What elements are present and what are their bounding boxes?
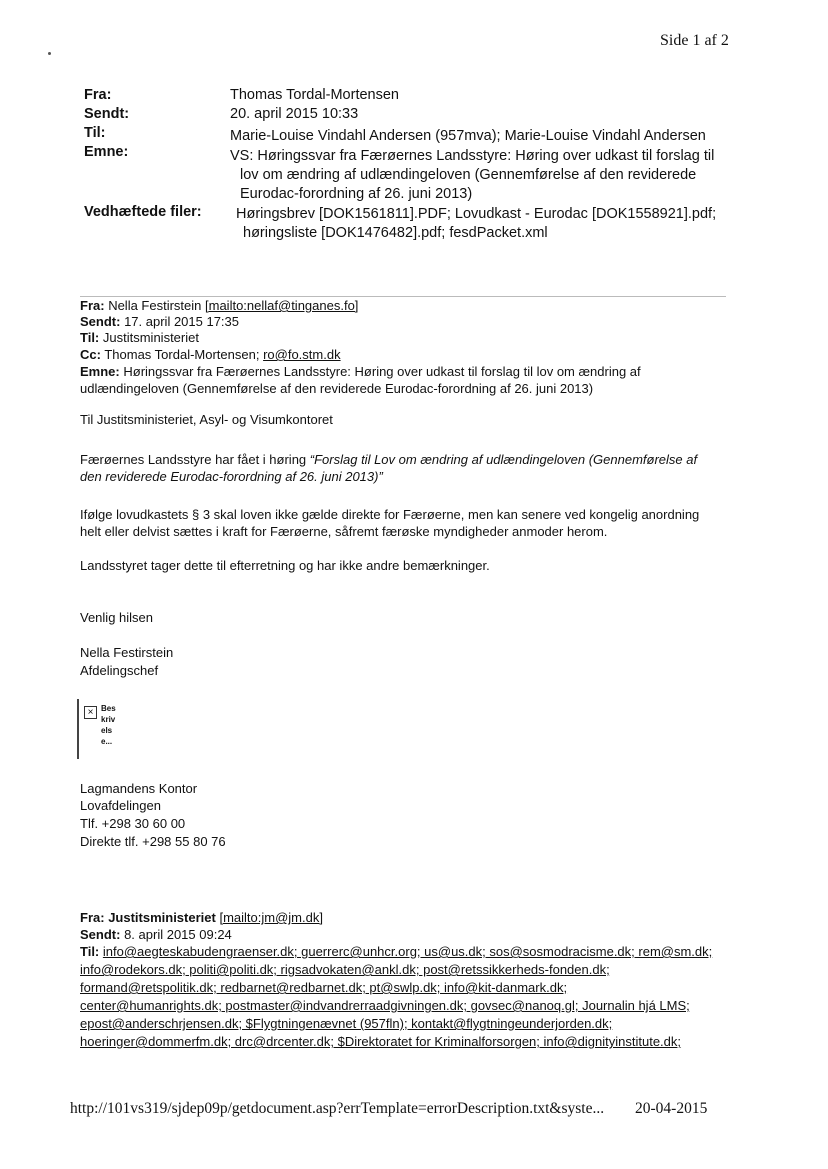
orig-to-label: Til: [80,944,100,959]
fwd-from-label: Fra: [80,298,105,313]
orig-from-name: Justitsministeriet [108,910,216,925]
orig-sent-value: 8. april 2015 09:24 [124,927,232,942]
subject-line-3: Eurodac-forordning af 26. juni 2013) [240,186,473,202]
fwd-cc-name: Thomas Tordal-Mortensen; [104,347,260,362]
recipients-line[interactable]: hoeringer@dommerfm.dk; drc@drcenter.dk; $Direktoratet for Kriminalforsorgen; info@dignityinstitute.dk; [80,1034,682,1049]
fwd-to-value: Justitsministeriet [102,330,199,345]
recipients-line[interactable]: info@aegteskabudengraenser.dk; guerrerc@unhcr.org; us@us.dk; sos@sosmodracisme.dk; rem@sm.dk; [102,944,713,959]
recipients-line[interactable]: formand@retspolitik.dk; redbarnet@redbarnet.dk; pt@swlp.dk; info@kit-danmark.dk; [80,980,568,995]
image-alt-line: kriv [101,715,116,724]
subject-label: Emne: [84,144,129,160]
fwd-subject-line-2: udlændingeloven (Gennemførelse af den reviderede Eurodac-forordning af 26. juni 2013) [80,381,594,396]
divider [80,296,726,297]
direct-phone: Direkte tlf. +298 55 80 76 [80,834,226,849]
subject-line-1: VS: Høringssvar fra Færøernes Landsstyre: Høring over udkast til forslag til [230,148,715,164]
fwd-cc-link[interactable]: ro@fo.stm.dk [263,347,341,362]
phone: Tlf. +298 30 60 00 [80,816,186,831]
signer-name: Nella Festirstein [80,645,174,660]
orig-sent-row [80,927,740,944]
image-alt-line: Bes [101,704,116,713]
fwd-cc-label: Cc: [80,347,101,362]
paragraph-1-start: Færøernes Landsstyre har fået i høring [80,452,307,467]
image-alt-line: e... [101,737,113,746]
attachments-label: Vedhæftede filer: [84,204,202,220]
fwd-sent-row [80,314,740,331]
office-line-2: Lovafdelingen [80,798,161,813]
footer-url: http://101vs319/sjdep09p/getdocument.asp?errTemplate=errorDescription.txt&syste... [70,1100,605,1117]
fwd-subject-row [80,364,740,381]
orig-from-link[interactable]: [mailto:jm@jm.dk] [219,910,323,925]
fwd-subject-line-1: Høringssvar fra Færøernes Landsstyre: Høring over udkast til forslag til lov om ændring af [123,364,641,379]
to-label: Til: [84,125,106,141]
fwd-cc-row [80,347,740,364]
fwd-to-row [80,330,740,347]
signer-title: Afdelingschef [80,663,159,678]
attachments-line-1[interactable]: Høringsbrev [DOK1561811].PDF; Lovudkast - Eurodac [DOK1558921].pdf; [236,206,717,222]
image-alt-text [101,703,116,747]
greeting: Venlig hilsen [80,610,153,625]
recipients-line[interactable]: center@humanrights.dk; postmaster@indvandrerraadgivningen.dk; govsec@nanoq.gl; Journalin hjá LMS; [80,998,690,1013]
orig-sent-label: Sendt: [80,927,121,942]
orig-from-label: Fra: [80,910,105,925]
attachments-line-2[interactable]: høringsliste [DOK1476482].pdf; fesdPacket.xml [243,225,548,241]
paragraph-3: Landsstyret tager dette til efterretning og har ikke andre bemærkninger. [80,558,490,573]
sent-label: Sendt: [84,106,130,122]
image-frame [77,699,79,759]
fwd-from-link[interactable]: [mailto:nellaf@tinganes.fo] [205,298,359,313]
paragraph-1-italic-2: den reviderede Eurodac-forordning af 26. juni 2013)” [80,469,383,484]
image-alt-line: els [101,726,113,735]
recipients-line[interactable]: info@rodekors.dk; politi@politi.dk; rigsadvokaten@ankl.dk; post@retssikkerheds-fonden.dk; [80,962,610,977]
fwd-from-row [80,298,740,315]
from-label: Fra: [84,87,112,103]
paragraph-2-line-1: Ifølge lovudkastets § 3 skal loven ikke gælde direkte for Færøerne, men kan senere ved kongelig anordning [80,507,700,522]
fwd-to-label: Til: [80,330,100,345]
recipients-line[interactable]: epost@anderschrjensen.dk; $Flygtningenævnet (957fln); kontakt@flygtningeunderjorden.dk; [80,1016,613,1031]
footer-date: 20-04-2015 [635,1100,708,1117]
office-line-1: Lagmandens Kontor [80,781,198,796]
paragraph-2-line-2: helt eller delvist sættes i kraft for Færøerne, såfremt færøske myndigheder anmoder herom. [80,524,608,539]
scan-speck [48,52,51,55]
paragraph-1-italic-1: “Forslag til Lov om ændring af udlændingeloven (Gennemførelse af [309,452,698,467]
paragraph-1-line-1 [80,452,740,469]
page-number: Side 1 af 2 [660,32,729,49]
orig-from-row [80,910,740,927]
fwd-subject-label: Emne: [80,364,120,379]
fwd-sent-label: Sendt: [80,314,121,329]
sent-value: 20. april 2015 10:33 [230,106,359,122]
fwd-from-name: Nella Festirstein [108,298,202,313]
fwd-sent-value: 17. april 2015 17:35 [124,314,240,329]
from-value: Thomas Tordal-Mortensen [230,87,399,103]
addressee: Til Justitsministeriet, Asyl- og Visumkontoret [80,412,333,427]
to-value: Marie-Louise Vindahl Andersen (957mva); Marie-Louise Vindahl Andersen [230,128,706,144]
broken-image-icon: × [84,706,97,719]
subject-line-2: lov om ændring af udlændingeloven (Gennemførelse af den reviderede [240,167,697,183]
orig-to-row [80,944,740,961]
